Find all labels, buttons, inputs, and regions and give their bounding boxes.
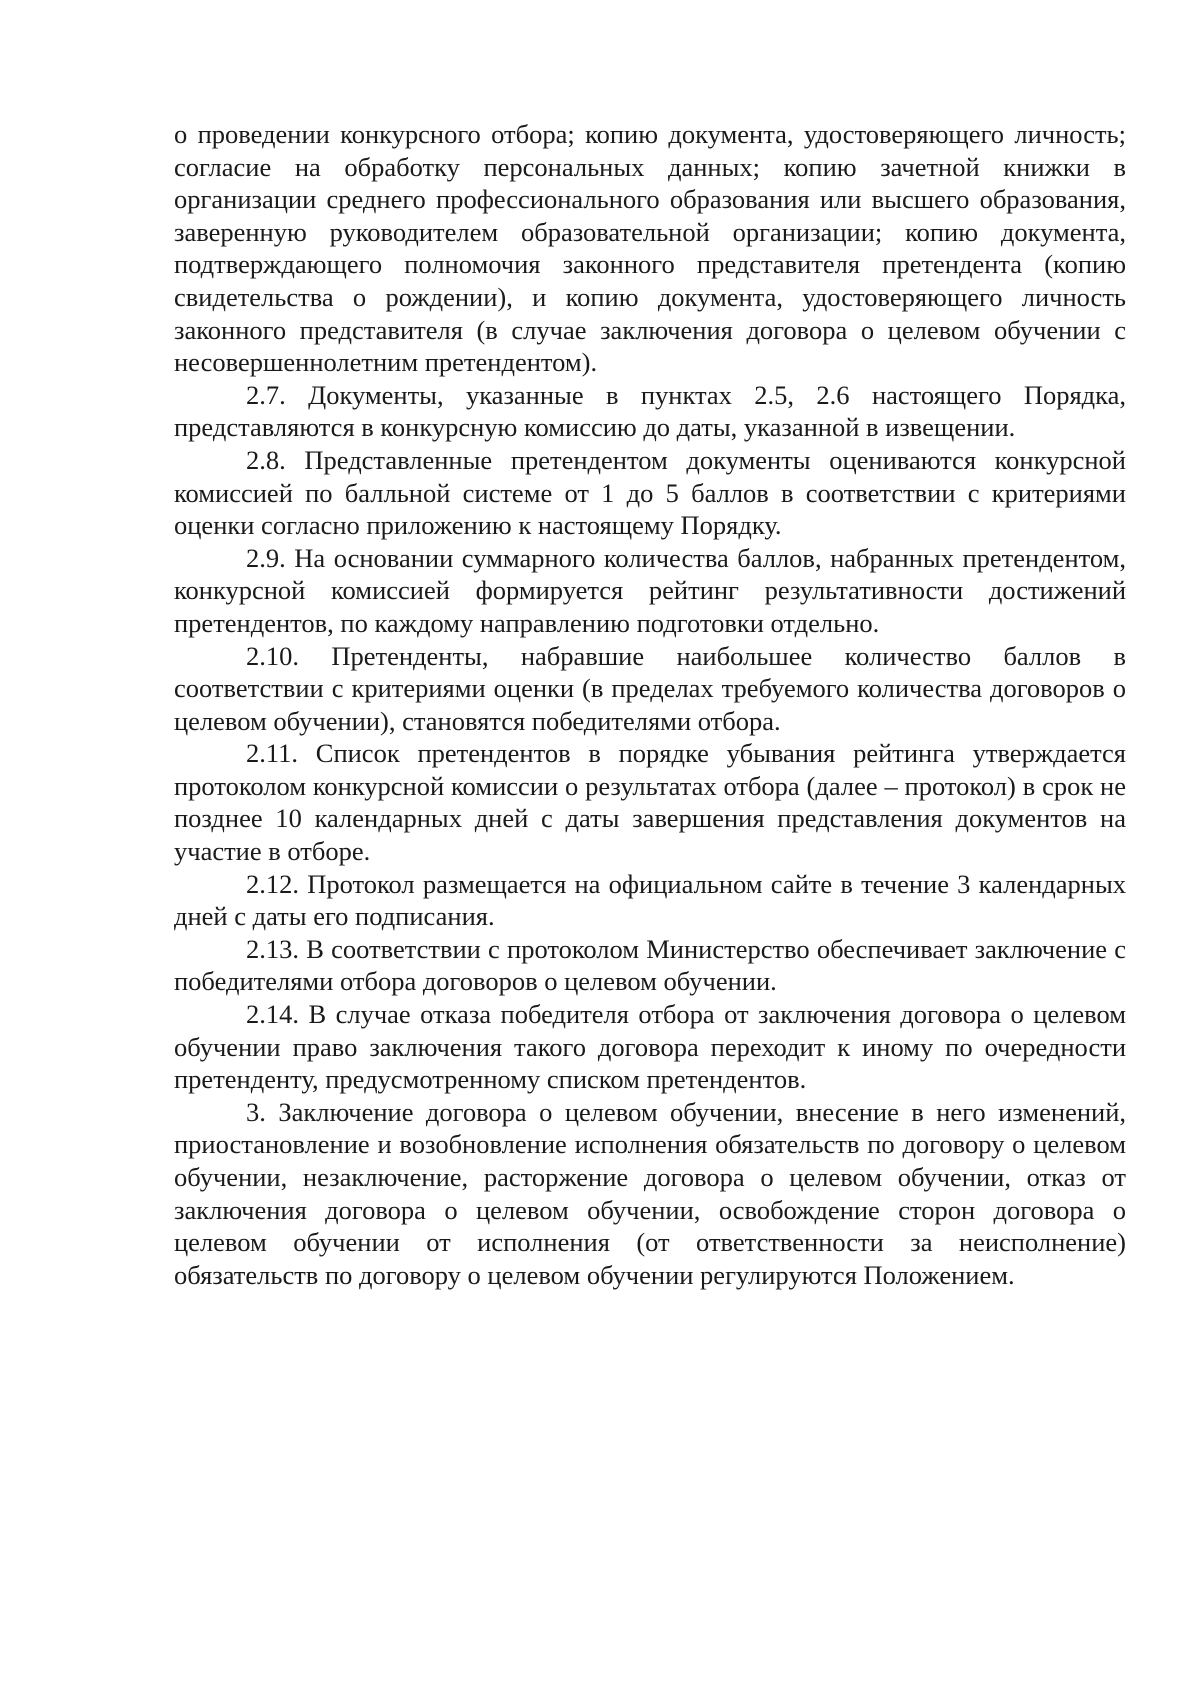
- paragraph-2-12: 2.12. Протокол размещается на официальном сайте в течение 3 календарных дней с даты его подписания.: [174, 868, 1126, 932]
- paragraph-continuation: о проведении конкурсного отбора; копию документа, удостоверяющего личность; согласие на обработку персональных данных; копию зачетной книжки в организации среднего профессионального образования или высшего образования, заверенную руководителем образовательной организации; копию документа, подтверждающего полномочия законного представителя претендента (копию свидетельства о рождении), и копию документа, удостоверяющего личность законного представителя (в случае заключения договора о целевом обучении с несовершеннолетним претендентом).: [174, 119, 1126, 378]
- paragraph-2-8: 2.8. Представленные претендентом документы оцениваются конкурсной комиссией по балльной системе от 1 до 5 баллов в соответствии с критериями оценки согласно приложению к настоящему Порядку.: [174, 444, 1126, 541]
- paragraph-2-7: 2.7. Документы, указанные в пунктах 2.5, 2.6 настоящего Порядка, представляются в конкурсную комиссию до даты, указанной в извещении.: [174, 379, 1126, 443]
- paragraph-2-13: 2.13. В соответствии с протоколом Министерство обеспечивает заключение с победителями отбора договоров о целевом обучении.: [174, 933, 1126, 997]
- paragraph-2-9: 2.9. На основании суммарного количества баллов, набранных претендентом, конкурсной комиссией формируется рейтинг результативности достижений претендентов, по каждому направлению подготовки отдельно.: [174, 542, 1126, 638]
- document-body: [174, 118, 1126, 1291]
- paragraph-3: 3. Заключение договора о целевом обучении, внесение в него изменений, приостановление и возобновление исполнения обязательств по договору о целевом обучении, незаключение, расторжение договора о целевом обучении, отказ от заключения договора о целевом обучении, освобождение сторон договора о целевом обучении от исполнения (от ответственности за неисполнение) обязательств по договору о целевом обучении регулируются Положением.: [174, 1096, 1126, 1290]
- paragraph-2-11: 2.11. Список претендентов в порядке убывания рейтинга утверждается протоколом конкурсной комиссии о результатах отбора (далее – протокол) в срок не позднее 10 календарных дней с даты завершения представления документов на участие в отборе.: [174, 738, 1126, 867]
- paragraph-2-10: 2.10. Претенденты, набравшие наибольшее количество баллов в соответствии с критериями оценки (в пределах требуемого количества договоров о целевом обучении), становятся победителями отбора.: [174, 640, 1126, 736]
- paragraph-2-14: 2.14. В случае отказа победителя отбора от заключения договора о целевом обучении право заключения такого договора переходит к иному по очередности претенденту, предусмотренному списком претендентов.: [174, 999, 1126, 1095]
